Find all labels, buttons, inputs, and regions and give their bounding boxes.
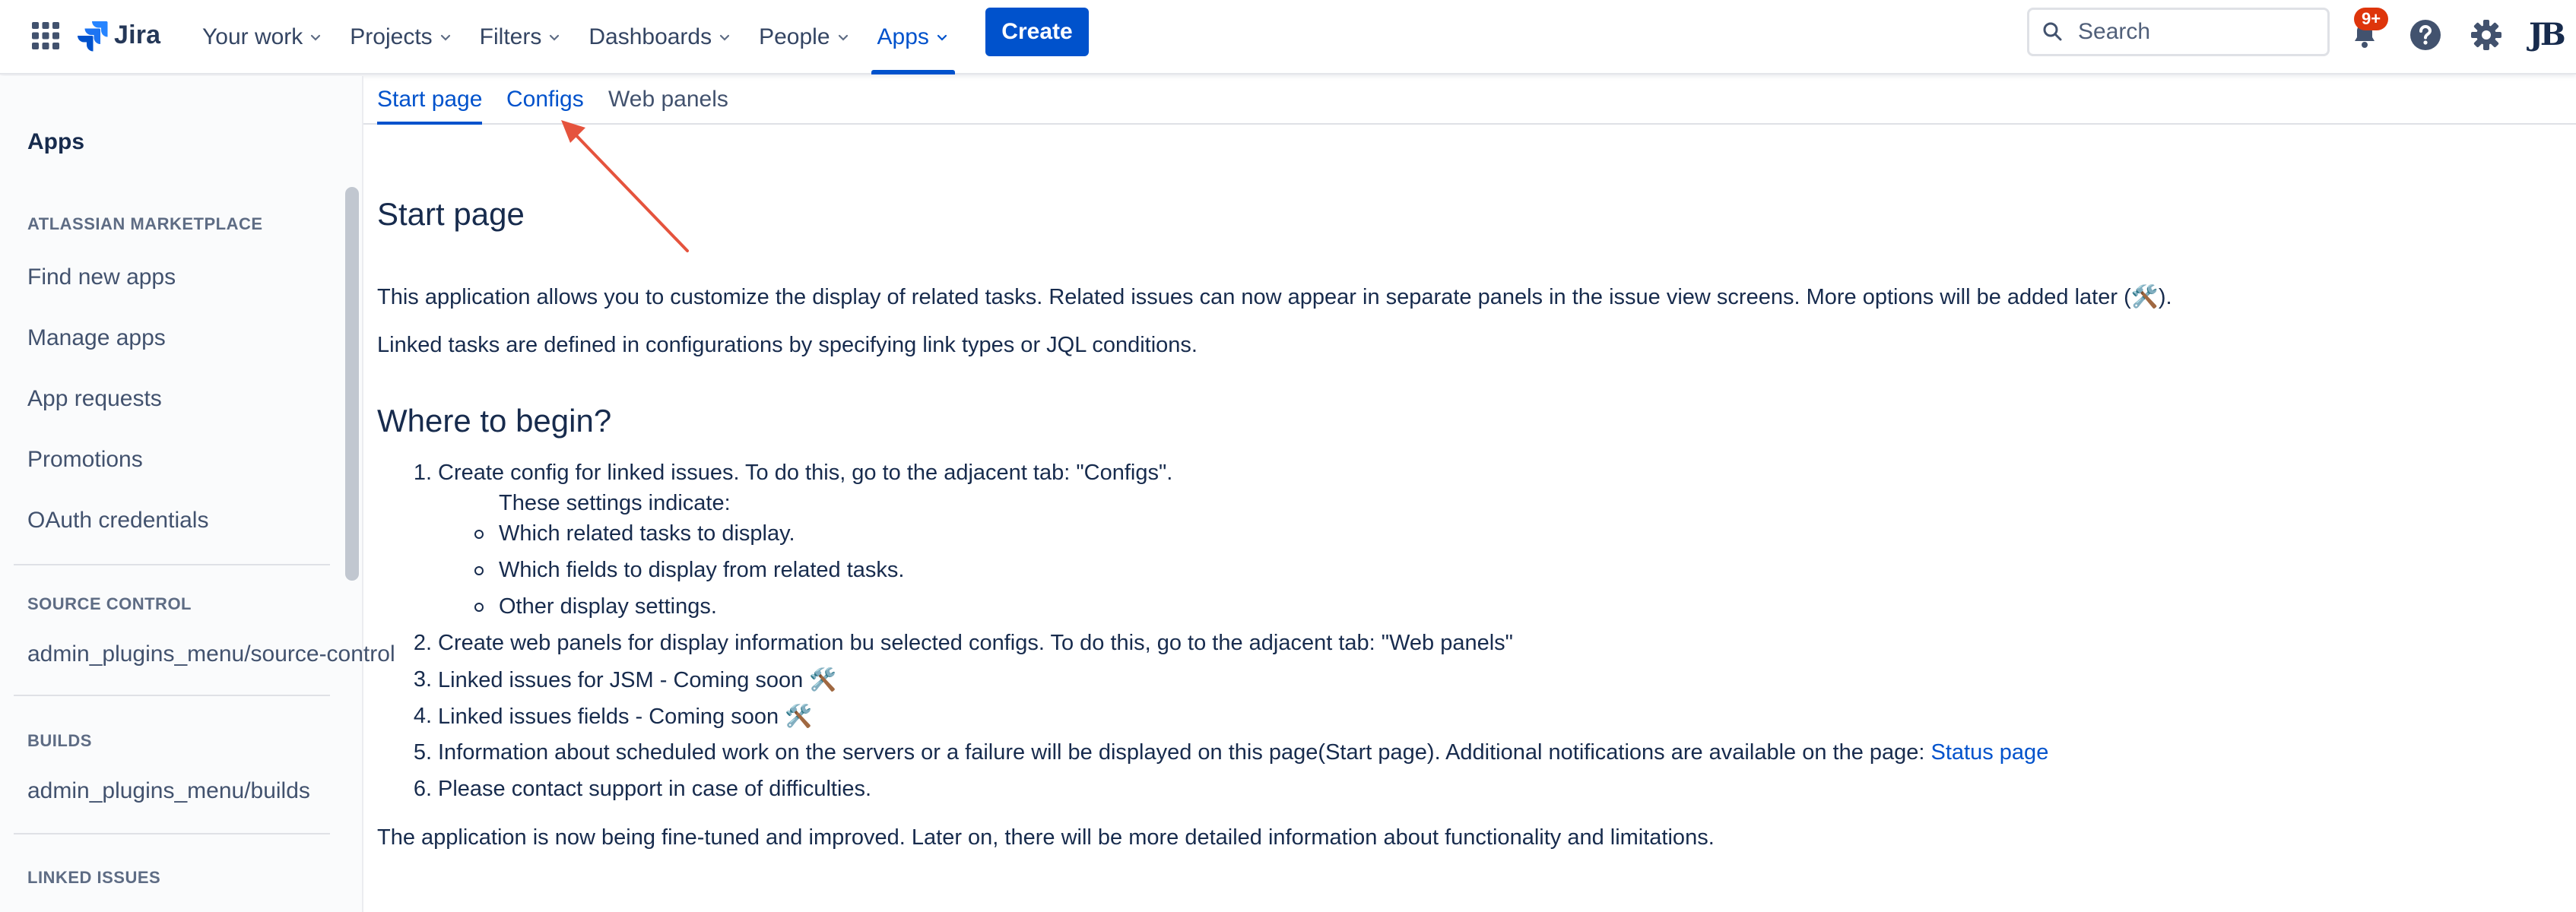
- sub-step-1: Which related tasks to display.: [499, 521, 795, 546]
- jira-logo-icon: [76, 18, 109, 52]
- sidebar-divider: [14, 564, 330, 565]
- help-icon: [2408, 17, 2443, 52]
- intro-text-2: Linked tasks are defined in configurations by specifying link types or JQL conditions.: [377, 333, 1198, 357]
- nav-projects[interactable]: [336, 0, 465, 74]
- section-source-control: SOURCE CONTROL: [27, 594, 192, 613]
- search-input[interactable]: [2076, 18, 2308, 46]
- nav-your-work-label: Your work: [202, 24, 303, 49]
- sidebar-divider: [14, 833, 330, 834]
- nav-filters-label: Filters: [479, 24, 542, 49]
- nav-people[interactable]: [745, 0, 863, 74]
- status-page-link[interactable]: Status page: [1930, 740, 2049, 765]
- settings-button[interactable]: [2465, 14, 2508, 56]
- step-number: 3.: [413, 667, 432, 692]
- step-3: Linked issues for JSM - Coming soon 🛠️: [438, 668, 837, 692]
- sub-step-2: Which fields to display from related tasks.: [499, 558, 905, 582]
- nav-filters[interactable]: [466, 0, 576, 74]
- nav-dashboards[interactable]: [575, 0, 745, 74]
- notifications-badge: 9+: [2354, 8, 2388, 30]
- nav-projects-label: Projects: [350, 24, 433, 49]
- sidebar-item-promotions[interactable]: Promotions: [27, 447, 143, 472]
- sidebar-item-source-control[interactable]: admin_plugins_menu/source-control: [27, 641, 395, 667]
- step-2: Create web panels for display information bu selected configs. To do this, go to the adjacent tab: "Web panels": [438, 631, 1513, 655]
- sidebar-item-oauth-credentials[interactable]: OAuth credentials: [27, 508, 209, 533]
- section-atlassian-marketplace: ATLASSIAN MARKETPLACE: [27, 214, 263, 233]
- create-button[interactable]: Create: [985, 8, 1089, 56]
- sidebar-item-find-new-apps[interactable]: Find new apps: [27, 264, 176, 290]
- chevron-down-icon: [836, 30, 850, 44]
- nav-your-work[interactable]: [189, 0, 336, 74]
- chevron-down-icon: [935, 30, 949, 44]
- bullet-icon: [474, 603, 484, 612]
- step-number: 6.: [413, 777, 432, 801]
- step-1: Create config for linked issues. To do this, go to the adjacent tab: "Configs".: [438, 461, 1173, 485]
- section-linked-issues: LINKED ISSUES: [27, 868, 161, 887]
- nav-dashboards-label: Dashboards: [588, 24, 712, 49]
- tab-web-panels[interactable]: Web panels: [608, 87, 728, 112]
- step-number: 1.: [413, 461, 432, 485]
- avatar[interactable]: JB: [2529, 16, 2563, 52]
- chevron-down-icon: [547, 30, 561, 44]
- search-box[interactable]: [2027, 8, 2330, 56]
- sub-step-3: Other display settings.: [499, 594, 717, 619]
- tab-configs[interactable]: Configs: [506, 87, 584, 112]
- section-title: Where to begin?: [377, 403, 612, 439]
- settings-indicate: These settings indicate:: [499, 491, 731, 515]
- intro-text-1: This application allows you to customize the display of related tasks. Related issues can now appear in separate panels in the issue view screens. More options will be added later (🛠️).: [377, 285, 2172, 309]
- step-number: 2.: [413, 631, 432, 655]
- sidebar-title: Apps: [27, 129, 84, 154]
- app-switcher-icon[interactable]: [30, 21, 61, 51]
- jira-logo-text: Jira: [114, 20, 161, 49]
- section-builds: BUILDS: [27, 731, 92, 750]
- sidebar-scrollbar[interactable]: [345, 187, 359, 581]
- step-5-text: Information about scheduled work on the servers or a failure will be displayed on this page(Start page). Additional notifications are available on the page:: [438, 740, 1925, 765]
- top-navigation: [0, 0, 2576, 74]
- jira-logo[interactable]: [76, 15, 160, 55]
- tab-start-page[interactable]: Start page: [377, 87, 483, 112]
- annotation-arrow-icon: [555, 114, 707, 258]
- step-6: Please contact support in case of difficulties.: [438, 777, 872, 801]
- chevron-down-icon: [439, 30, 452, 44]
- chevron-down-icon: [718, 30, 731, 44]
- sidebar-item-builds[interactable]: admin_plugins_menu/builds: [27, 778, 310, 803]
- primary-nav: [189, 0, 963, 74]
- step-4: Linked issues fields - Coming soon 🛠️: [438, 705, 813, 729]
- bullet-icon: [474, 566, 484, 575]
- step-5: [438, 740, 2048, 765]
- chevron-down-icon: [309, 30, 322, 44]
- step-number: 5.: [413, 740, 432, 765]
- sidebar-divider: [14, 695, 330, 696]
- nav-apps-label: Apps: [877, 24, 929, 49]
- step-number: 4.: [413, 704, 432, 728]
- search-icon: [2041, 21, 2064, 43]
- footer-text: The application is now being fine-tuned and improved. Later on, there will be more detailed information about functionality and limitations.: [377, 825, 1715, 850]
- sidebar: [0, 76, 395, 912]
- bullet-icon: [474, 530, 484, 539]
- sidebar-item-manage-apps[interactable]: Manage apps: [27, 325, 166, 350]
- sidebar-item-app-requests[interactable]: App requests: [27, 386, 162, 411]
- help-button[interactable]: [2404, 14, 2447, 56]
- gear-icon: [2469, 17, 2504, 52]
- nav-people-label: People: [759, 24, 830, 49]
- nav-apps[interactable]: [864, 0, 963, 74]
- page-title: Start page: [377, 196, 525, 232]
